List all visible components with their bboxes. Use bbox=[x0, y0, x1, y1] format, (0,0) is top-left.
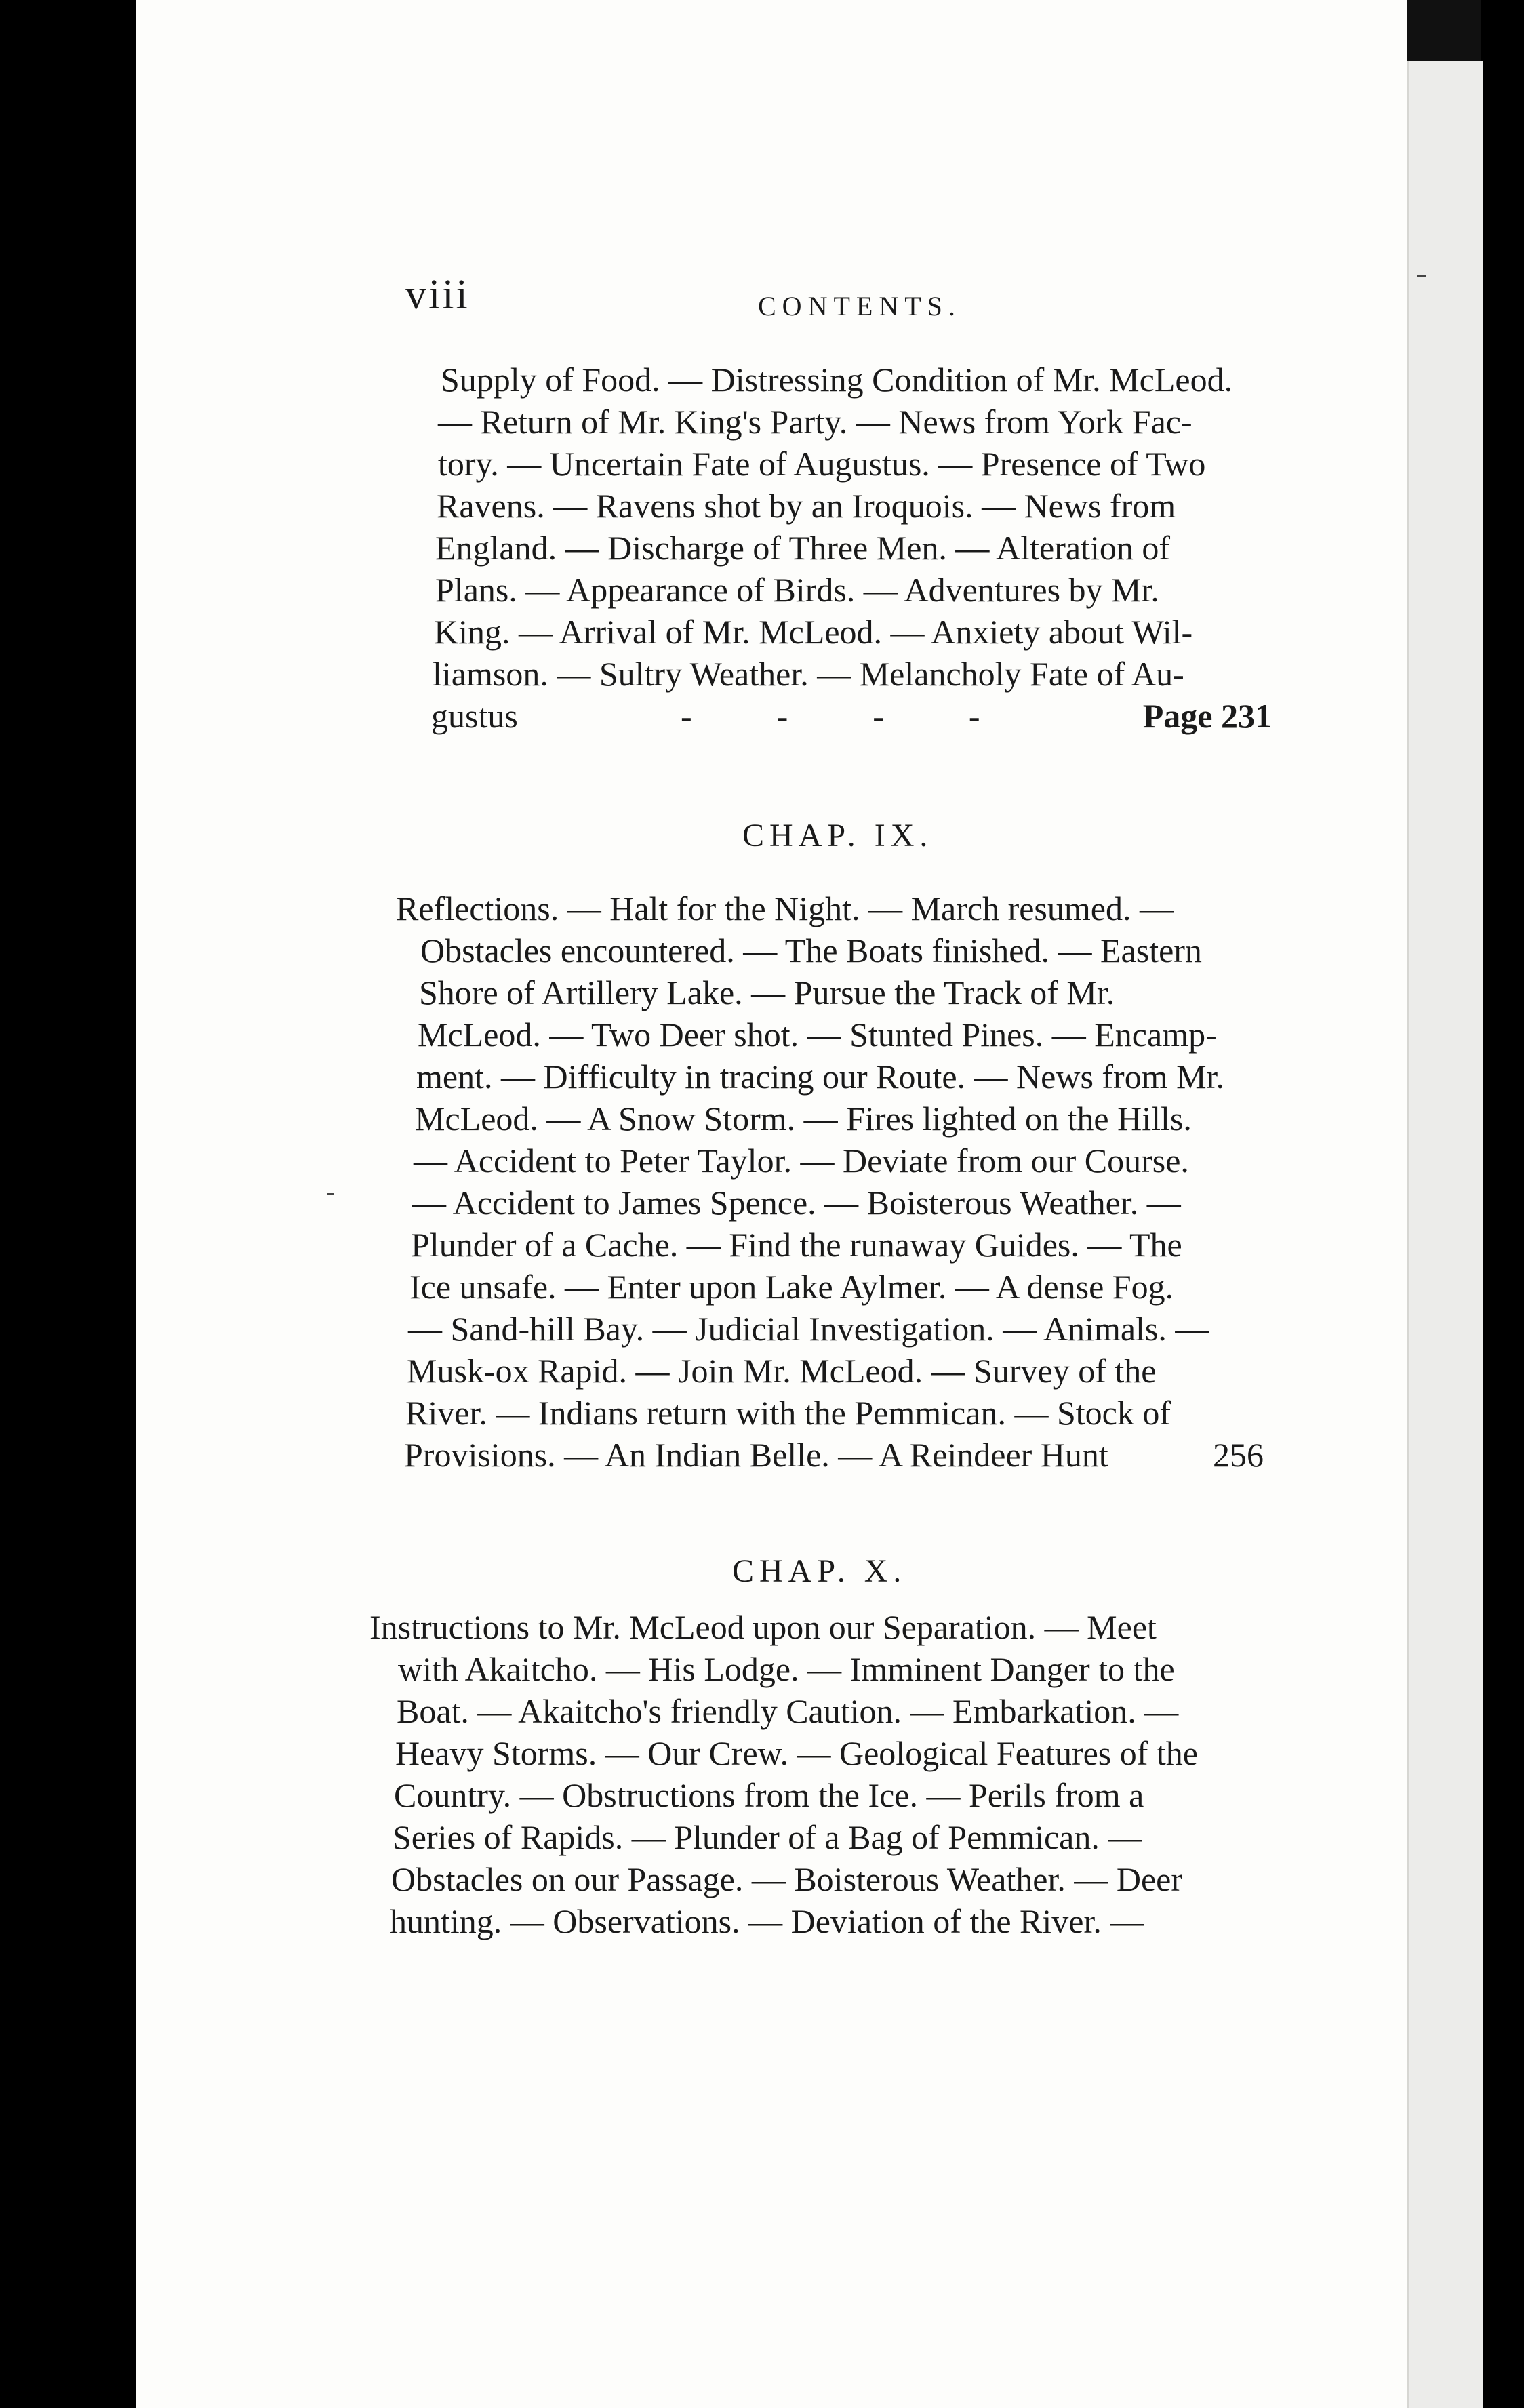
summary-line: England. — Discharge of Three Men. — Alteration of bbox=[435, 529, 1170, 567]
summary-line: River. — Indians return with the Pemmican. — Stock of bbox=[405, 1394, 1171, 1432]
summary-line: — Accident to James Spence. — Boisterous Weather. — bbox=[412, 1184, 1181, 1222]
summary-line: tory. — Uncertain Fate of Augustus. — Presence of Two bbox=[438, 445, 1206, 483]
scan-speck bbox=[1417, 275, 1426, 277]
summary-line: Obstacles on our Passage. — Boisterous Weather. — Deer bbox=[391, 1860, 1183, 1898]
summary-line: Plunder of a Cache. — Find the runaway Guides. — The bbox=[411, 1226, 1182, 1264]
summary-line: Plans. — Appearance of Birds. — Adventures by Mr. bbox=[435, 571, 1159, 609]
summary-line: Ice unsafe. — Enter upon Lake Aylmer. — A dense Fog. bbox=[409, 1268, 1174, 1306]
summary-line: with Akaitcho. — His Lodge. — Imminent Danger to the bbox=[398, 1650, 1175, 1688]
summary-line: Supply of Food. — Distressing Condition of Mr. McLeod. bbox=[441, 361, 1233, 399]
summary-line: Instructions to Mr. McLeod upon our Separation. — Meet bbox=[369, 1608, 1157, 1646]
summary-last-line: gustus - - - - Page 231 bbox=[431, 697, 1272, 735]
summary-line: Boat. — Akaitcho's friendly Caution. — Embarkation. — bbox=[397, 1692, 1179, 1730]
next-page-edge bbox=[1407, 61, 1483, 2408]
summary-line: Country. — Obstructions from the Ice. — Perils from a bbox=[394, 1776, 1144, 1814]
page-reference: 256 bbox=[1213, 1436, 1264, 1474]
summary-line: McLeod. — A Snow Storm. — Fires lighted on the Hills. bbox=[415, 1100, 1192, 1138]
summary-line: McLeod. — Two Deer shot. — Stunted Pines. — Encamp- bbox=[418, 1016, 1217, 1054]
summary-line: Musk-ox Rapid. — Join Mr. McLeod. — Survey of the bbox=[407, 1352, 1157, 1390]
summary-line: Heavy Storms. — Our Crew. — Geological Features of the bbox=[395, 1734, 1198, 1772]
summary-line: Obstacles encountered. — The Boats finished. — Eastern bbox=[420, 931, 1202, 969]
page-header bbox=[405, 271, 1287, 319]
summary-line: — Return of Mr. King's Party. — News from York Fac- bbox=[438, 403, 1192, 441]
page-reference: Page 231 bbox=[1142, 697, 1272, 735]
summary-last-line: Provisions. — An Indian Belle. — A Reindeer Hunt 256 bbox=[404, 1436, 1264, 1474]
summary-line: — Accident to Peter Taylor. — Deviate from our Course. bbox=[414, 1142, 1189, 1180]
scan-speck bbox=[327, 1193, 334, 1195]
summary-line: Series of Rapids. — Plunder of a Bag of Pemmican. — bbox=[393, 1818, 1142, 1856]
summary-line: King. — Arrival of Mr. McLeod. — Anxiety about Wil- bbox=[434, 613, 1193, 651]
summary-line: liamson. — Sultry Weather. — Melancholy Fate of Au- bbox=[433, 655, 1184, 693]
summary-line: hunting. — Observations. — Deviation of the River. — bbox=[390, 1902, 1144, 1940]
summary-line: — Sand-hill Bay. — Judicial Investigation. — Animals. — bbox=[408, 1310, 1209, 1348]
summary-line: ment. — Difficulty in tracing our Route. — News from Mr. bbox=[416, 1058, 1224, 1096]
chapter-heading: CHAP. IX. bbox=[742, 818, 934, 854]
running-title: CONTENTS. bbox=[758, 291, 961, 321]
chapter-heading: CHAP. X. bbox=[732, 1553, 907, 1589]
page-number: viii bbox=[405, 272, 470, 318]
summary-line: Shore of Artillery Lake. — Pursue the Track of Mr. bbox=[419, 974, 1115, 1011]
summary-line: Reflections. — Halt for the Night. — March resumed. — bbox=[396, 889, 1174, 927]
dot-leaders: - - - - bbox=[680, 697, 980, 735]
summary-line: Ravens. — Ravens shot by an Iroquois. — News from bbox=[437, 487, 1176, 525]
scan-background bbox=[1407, 0, 1481, 61]
